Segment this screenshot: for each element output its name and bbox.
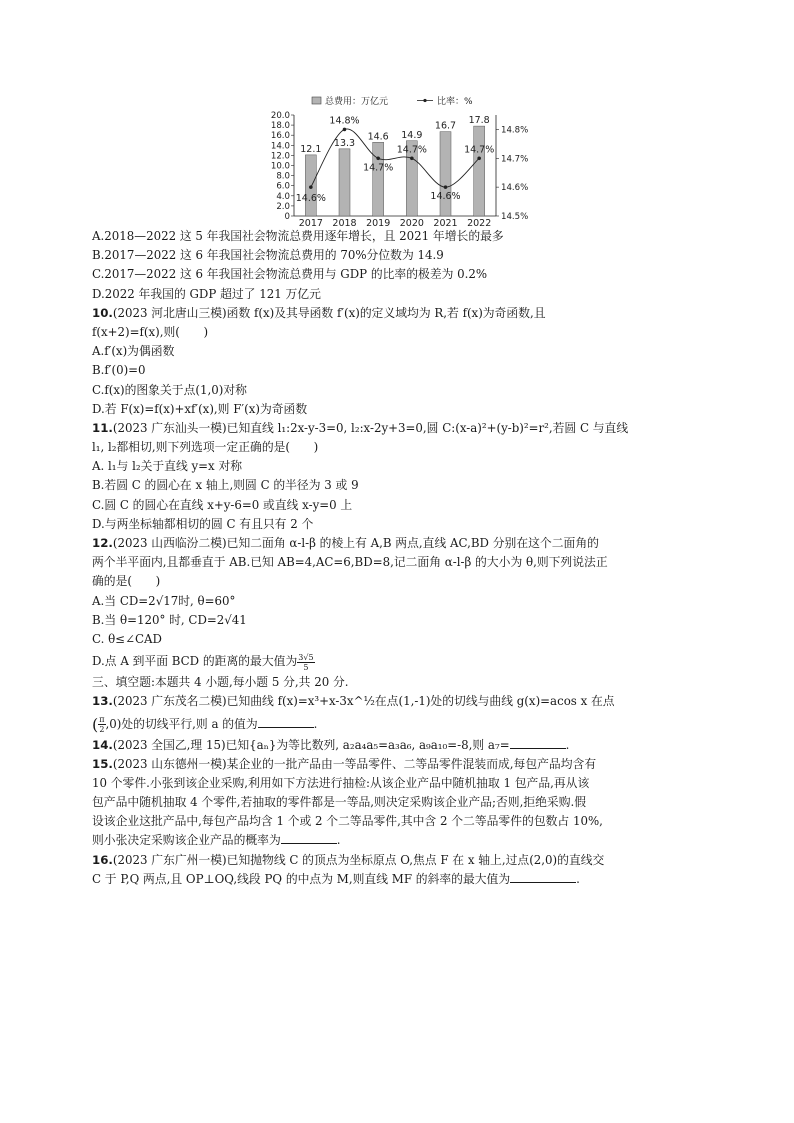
right-tick-label: 14.5% xyxy=(501,212,529,222)
question-number: 11. xyxy=(92,420,113,435)
ratio-value-label: 14.7% xyxy=(464,144,495,156)
answer-blank[interactable] xyxy=(510,870,576,883)
q16-end: . xyxy=(576,871,580,886)
q14-stem-text: (2023 全国乙,理 15)已知{aₙ}为等比数列, a₂a₄a₅=a₃a₆, a₉a₁₀=-8,则 a₇= xyxy=(112,737,510,752)
bar xyxy=(339,149,350,216)
left-tick-label: 6.0 xyxy=(276,181,290,192)
q12-option-d-text: D.点 A 到平面 BCD 的距离的最大值为 xyxy=(92,654,298,669)
bar-value-label: 17.8 xyxy=(468,115,490,127)
q11-stem xyxy=(92,419,702,438)
q9-option-b: B.2017—2022 这 6 年我国社会物流总费用的 70%分位数为 14.9 xyxy=(92,248,444,263)
q12-option-b: B.当 θ=120° 时, CD=2√41 xyxy=(92,612,247,627)
left-tick-label: 16.0 xyxy=(270,131,290,142)
q12-option-a: A.当 CD=2√17时, θ=60° xyxy=(92,593,236,608)
legend-bar-swatch xyxy=(312,97,321,104)
q13-stem-text-2: ,0)处的切线平行,则 a 的值为 xyxy=(105,716,258,731)
x-tick-label: 2017 xyxy=(298,218,323,227)
q13-end: . xyxy=(313,716,318,731)
legend-label: 总费用：万亿元 xyxy=(325,97,389,107)
x-tick-label: 2019 xyxy=(366,218,391,227)
bar-value-label: 14.6 xyxy=(367,131,389,143)
bar xyxy=(474,126,485,216)
q11-option-c: C.圆 C 的圆心在直线 x+y-6=0 或直线 x-y=0 上 xyxy=(92,497,353,512)
q14-end: . xyxy=(565,737,570,752)
q15-stem-line3: 包产品中随机抽取 4 个零件,若抽取的零件都是一等品,则决定采购该企业产品;否则,拒绝采购.假 xyxy=(92,795,587,810)
left-tick-label: 14.0 xyxy=(270,141,290,152)
section-3-heading: 三、填空题:本题共 4 小题,每小题 5 分,共 20 分. xyxy=(92,675,349,690)
q12-stem-line3: 确的是( ) xyxy=(92,574,161,589)
q10-stem-line2: f(x+2)=f(x),则( ) xyxy=(92,324,209,339)
q14-stem xyxy=(92,736,702,755)
bar-value-label: 14.9 xyxy=(401,129,423,141)
left-tick-label: 4.0 xyxy=(276,191,290,202)
q15-stem-text-5: 则小张决定采购该企业产品的概率为 xyxy=(92,833,281,848)
q15-stem-line5 xyxy=(92,831,702,850)
question-number: 12. xyxy=(92,536,113,550)
q11-stem-line2: l₁, l₂都相切,则下列选项一定正确的是( ) xyxy=(92,440,319,455)
fraction-numerator: π xyxy=(99,715,105,724)
x-tick-label: 2018 xyxy=(332,218,357,227)
bar xyxy=(440,132,451,216)
q10-stem xyxy=(92,304,702,323)
fraction-denominator: 5 xyxy=(303,662,309,672)
q12-option-d xyxy=(92,649,702,673)
ratio-value-label: 14.7% xyxy=(396,144,427,156)
ratio-point xyxy=(376,156,380,160)
question-number: 16. xyxy=(92,852,113,867)
q11-stem-text: (2023 广东汕头一模)已知直线 l₁:2x-y-3=0, l₂:x-2y+3=0,圆 C:(x-a)²+(y-b)²=r²,若圆 C 与直线 xyxy=(112,420,629,435)
ratio-point xyxy=(477,156,481,160)
q11-option-a: A. l₁与 l₂关于直线 y=x 对称 xyxy=(92,459,243,474)
x-tick-label: 2021 xyxy=(433,218,458,227)
ratio-value-label: 14.8% xyxy=(329,115,360,127)
q9-option-a: A.2018—2022 这 5 年我国社会物流总费用逐年增长，且 2021 年增长的最多 xyxy=(92,229,504,243)
q16-stem-text-2: C 于 P,Q 两点,且 OP⊥OQ,线段 PQ 的中点为 M,则直线 MF 的斜率的最大值为 xyxy=(92,871,511,886)
answer-blank[interactable] xyxy=(258,715,314,728)
q9-option-d: D.2022 年我国的 GDP 超过了 121 万亿元 xyxy=(92,286,321,301)
bar-value-label: 13.3 xyxy=(333,137,356,149)
x-tick-label: 2020 xyxy=(399,218,424,227)
legend-line-marker xyxy=(423,99,426,102)
q15-stem-line2: 10 个零件.小张到该企业采购,利用如下方法进行抽检:从该企业产品中随机抽取 1 包产品,再从该 xyxy=(92,775,590,790)
q12-stem-text: (2023 山西临汾二模)已知二面角 α-l-β 的棱上有 A,B 两点,直线 AC,BD 分别在这个二面角的 xyxy=(112,536,599,550)
q13-stem xyxy=(92,692,702,711)
bar-value-label: 12.1 xyxy=(300,143,322,155)
x-tick-label: 2022 xyxy=(467,218,492,227)
q13-stem-line2 xyxy=(92,712,702,736)
q15-stem xyxy=(92,755,702,774)
q10-stem-text: (2023 河北唐山三模)函数 f(x)及其导函数 f′(x)的定义域均为 R,若 f(x)为奇函数,且 xyxy=(112,305,546,320)
ratio-point xyxy=(444,185,448,189)
question-number: 13. xyxy=(92,694,113,709)
q16-stem-text: (2023 广东广州一模)已知抛物线 C 的顶点为坐标原点 O,焦点 F 在 x 轴上,过点(2,0)的直线交 xyxy=(112,852,605,867)
ratio-value-label: 14.7% xyxy=(363,162,394,174)
bar-value-label: 16.7 xyxy=(434,120,457,132)
left-tick-label: 20.0 xyxy=(270,111,290,121)
right-tick-label: 14.8% xyxy=(501,125,529,136)
legend-label: 比率：% xyxy=(437,97,473,107)
left-tick-label: 8.0 xyxy=(276,171,290,182)
q11-option-b: B.若圆 C 的圆心在 x 轴上,则圆 C 的半径为 3 或 9 xyxy=(92,478,359,493)
left-tick-label: 18.0 xyxy=(270,121,290,132)
ratio-value-label: 14.6% xyxy=(295,193,326,205)
fraction-denominator: 2 xyxy=(99,725,105,734)
q10-option-c: C.f(x)的图象关于点(1,0)对称 xyxy=(92,382,247,397)
questions xyxy=(92,227,702,889)
ratio-line xyxy=(311,129,479,187)
q15-stem-text: (2023 山东德州一模)某企业的一批产品由一等品零件、二等品零件混装而成,每包产品均含有 xyxy=(112,756,597,771)
q10-option-a: A.f′(x)为偶函数 xyxy=(92,344,175,359)
left-tick-label: 2.0 xyxy=(276,201,290,212)
left-tick-label: 0 xyxy=(284,212,290,222)
question-number: 15. xyxy=(92,756,113,771)
q12-stem xyxy=(92,534,702,553)
bar xyxy=(373,142,384,216)
q12-stem-line2: 两个半平面内,且都垂直于 AB.已知 AB=4,AC=6,BD=8,记二面角 α-l-β 的大小为 θ,则下列说法正 xyxy=(92,555,608,570)
ratio-point xyxy=(343,128,347,132)
q9-option-c: C.2017—2022 这 6 年我国社会物流总费用与 GDP 的比率的极差为 0.2% xyxy=(92,267,488,282)
ratio-point xyxy=(309,185,313,189)
question-number: 14. xyxy=(92,737,113,752)
q16-stem xyxy=(92,851,702,870)
logistics-cost-chart xyxy=(250,92,570,227)
fraction-numerator: 3√5 xyxy=(298,652,314,662)
q11-option-d: D.与两坐标轴都相切的圆 C 有且只有 2 个 xyxy=(92,516,314,531)
answer-blank[interactable] xyxy=(281,831,337,844)
q15-end: . xyxy=(336,833,341,848)
q10-option-b: B.f′(0)=0 xyxy=(92,363,146,378)
q13-stem-text: (2023 广东茂名二模)已知曲线 f(x)=x³+x-3x^½在点(1,-1)处的切线与曲线 g(x)=acos x 在点 xyxy=(112,694,615,709)
ratio-value-label: 14.6% xyxy=(430,191,461,203)
q12-option-c: C. θ≤∠CAD xyxy=(92,631,162,646)
question-number: 10. xyxy=(92,305,113,320)
right-tick-label: 14.6% xyxy=(501,183,529,194)
ratio-point xyxy=(410,156,414,160)
q10-option-d: D.若 F(x)=f(x)+xf′(x),则 F′(x)为奇函数 xyxy=(92,401,308,416)
right-tick-label: 14.7% xyxy=(501,154,529,165)
open-paren: ( xyxy=(92,714,99,734)
q16-stem-line2 xyxy=(92,870,702,889)
left-tick-label: 12.0 xyxy=(270,151,290,162)
answer-blank[interactable] xyxy=(510,736,566,749)
fraction xyxy=(98,715,105,734)
left-tick-label: 10.0 xyxy=(270,161,290,172)
q15-stem-line4: 设该企业这批产品中,每包产品均含 1 个或 2 个二等品零件,其中含 2 个二等品零件的包数占 10%, xyxy=(92,814,603,829)
fraction xyxy=(297,653,314,672)
